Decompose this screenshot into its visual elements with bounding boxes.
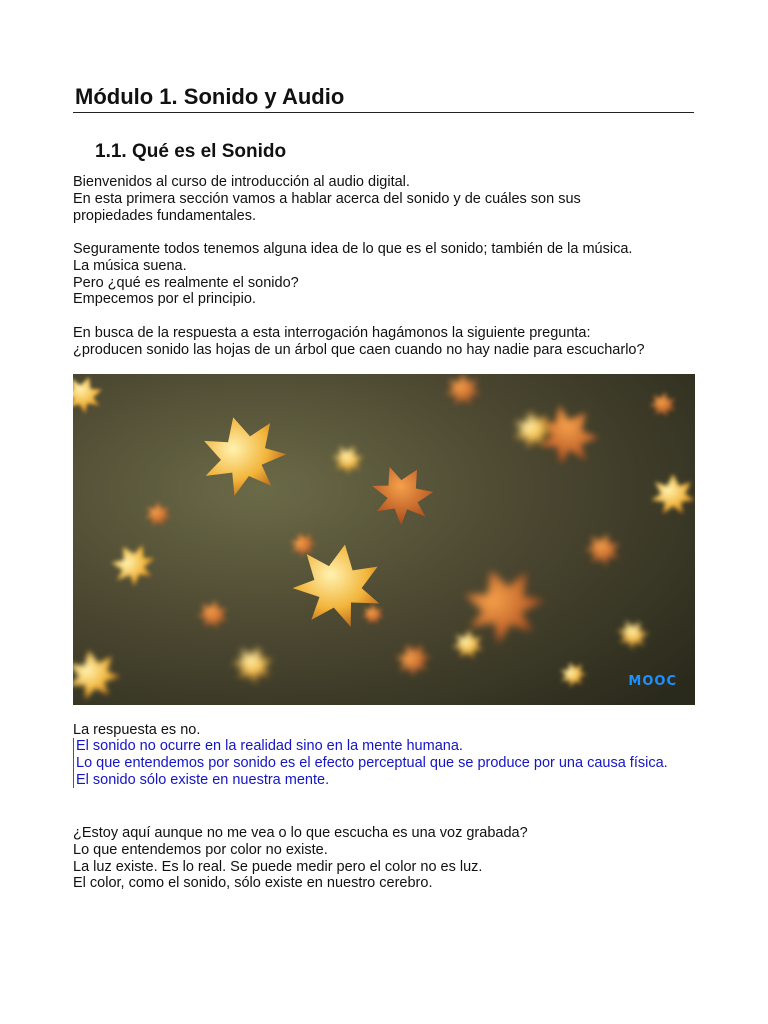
closing-line: ¿Estoy aquí aunque no me vea o lo que escucha es una voz grabada? bbox=[73, 825, 528, 841]
question-line: En busca de la respuesta a esta interrogación hagámonos la siguiente pregunta: bbox=[73, 325, 591, 341]
closing-paragraph bbox=[73, 825, 695, 892]
intro-line: Bienvenidos al curso de introducción al audio digital. bbox=[73, 174, 410, 190]
intro-line: propiedades fundamentales. bbox=[73, 207, 256, 224]
quote-line-3: El sonido sólo existe en nuestra mente. bbox=[76, 771, 330, 788]
intro-paragraph bbox=[73, 174, 695, 224]
section-title: 1.1. Qué es el Sonido bbox=[95, 141, 287, 162]
mooc-logo: MOOC bbox=[628, 674, 677, 689]
module-title: Módulo 1. Sonido y Audio bbox=[75, 84, 345, 109]
intro-line: En esta primera sección vamos a hablar acerca del sonido y de cuáles son sus bbox=[73, 190, 581, 207]
closing-line: Lo que entendemos por color no existe. bbox=[73, 841, 328, 858]
question-line: ¿producen sonido las hojas de un árbol que caen cuando no hay nadie para escucharlo? bbox=[73, 341, 645, 358]
title-divider bbox=[73, 112, 694, 113]
idea-line: La música suena. bbox=[73, 257, 187, 274]
closing-line: La luz existe. Es lo real. Se puede medir pero el color no es luz. bbox=[73, 858, 483, 875]
question-paragraph bbox=[73, 325, 695, 359]
closing-line: El color, como el sonido, sólo existe en nuestro cerebro. bbox=[73, 875, 433, 892]
highlighted-quote bbox=[73, 738, 695, 788]
quote-line-1: El sonido no ocurre en la realidad sino en la mente humana. bbox=[76, 738, 463, 754]
answer-line: La respuesta es no. bbox=[73, 722, 201, 738]
idea-line: Pero ¿qué es realmente el sonido? bbox=[73, 274, 299, 291]
leaves-illustration bbox=[73, 374, 695, 705]
quote-line-2: Lo que entendemos por sonido es el efecto perceptual que se produce por una causa física. bbox=[76, 754, 668, 771]
idea-paragraph bbox=[73, 241, 695, 308]
idea-line: Seguramente todos tenemos alguna idea de lo que es el sonido; también de la música. bbox=[73, 241, 633, 257]
idea-line: Empecemos por el principio. bbox=[73, 291, 256, 308]
falling-leaves-image bbox=[73, 374, 695, 705]
